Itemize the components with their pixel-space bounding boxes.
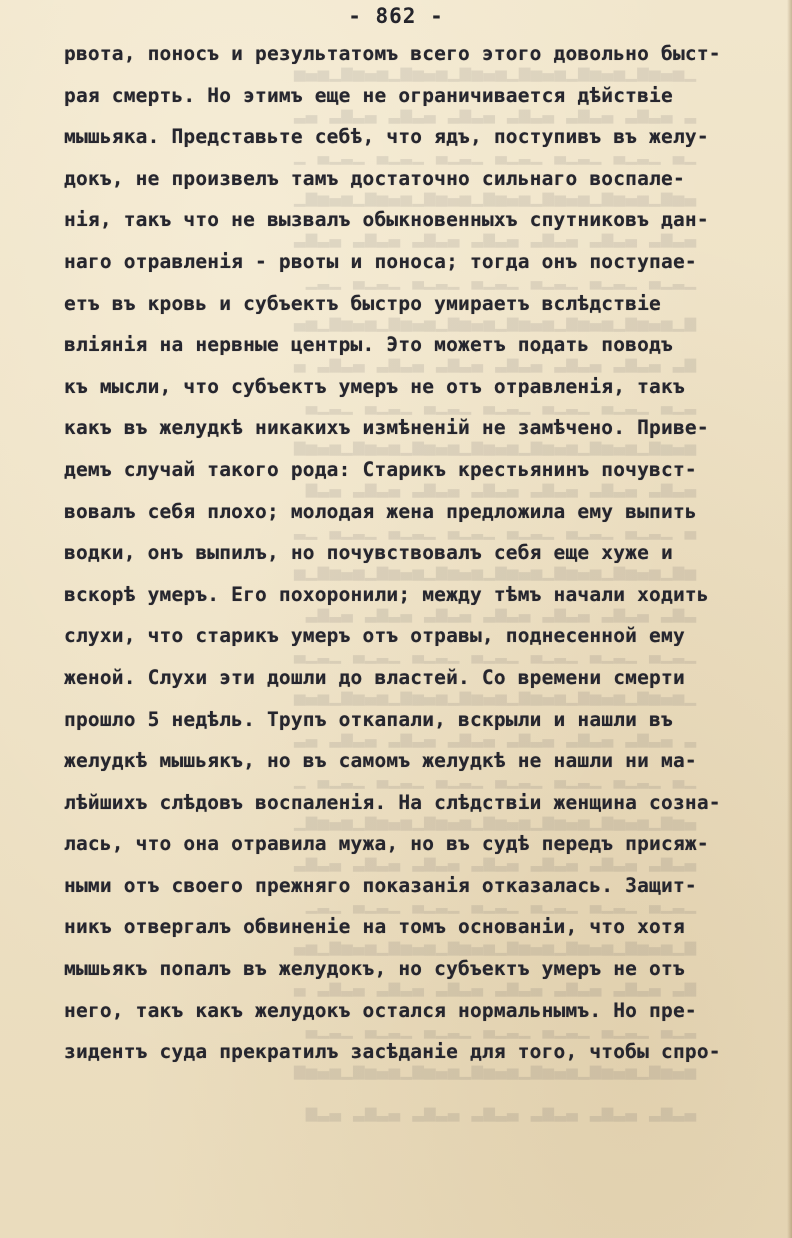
- text-line: слухи, что старикъ умеръ отъ отравы, поднесенной ему: [64, 624, 685, 648]
- page-number: - 862 -: [348, 4, 444, 28]
- show-through-stroke: ▁▂▁▃ ▁▂▁▃ ▁▂▁▃ ▁▂▁▃ ▁▂▁▃ ▁▂▁▃ ▁▂▁▃: [293, 642, 696, 665]
- show-through-stroke: ▃▂▅▂ ▃▂▅▂ ▃▂▅▂ ▃▂▅▂ ▃▂▅▂ ▃▂▅▂ ▃▂▅: [305, 476, 696, 498]
- show-through-stroke: ▂ ▃▂▅▂ ▃▂▅▂ ▃▂▅▂ ▃▂▅▂ ▃▂▅▂ ▃▂▅▂ ▃▂: [293, 101, 696, 124]
- text-line: наго отравленія - рвоты и поноса; тогда онъ поступае-: [64, 249, 697, 273]
- text-line: женой. Слухи эти дошли до властей. Со времени смерти: [64, 665, 685, 689]
- text-line: рая смерть. Но этимъ еще не ограничивается дѣйствіе: [64, 83, 673, 107]
- show-through-stroke: ▂▁▃ ▁▂▁▃ ▁▂▁▃ ▁▂▁▃ ▁▂▁▃ ▁▂▁▃ ▁▂▁▃: [305, 392, 696, 415]
- text-line: прошло 5 недѣль. Трупъ откапали, вскрыли и нашли въ: [64, 707, 673, 731]
- show-through-stroke: ▅▁▄▃▄▅▁▄▃▄▅▁▄▃▄▅▁▄▃▄▅▁▄▃▄▅▁▄▃▄▅▁▄▃: [293, 309, 696, 332]
- text-line: мышьяка. Представьте себѣ, что ядъ, поступивъ въ желу-: [64, 125, 709, 149]
- text-line: ными отъ своего прежняго показанія отказалась. Защит-: [64, 873, 697, 897]
- text-line: нія, такъ что не вызвалъ обыкновенныхъ спутниковъ дан-: [64, 208, 709, 232]
- text-line: къ мысли, что субъектъ умеръ не отъ отравленія, такъ: [64, 374, 685, 398]
- show-through-stroke: ▁▄▃▄▅▁▄▃▄▅▁▄▃▄▅▁▄▃▄▅▁▄▃▄▅▁▄▃▄▅▁▄▃▄: [293, 684, 696, 706]
- text-line: демъ случай такого рода: Старикъ крестьянинъ почувст-: [64, 457, 697, 481]
- text-line: етъ въ кровь и субъектъ быстро умираетъ вслѣдствіе: [64, 291, 661, 315]
- text-line: водки, онъ выпилъ, но почувствовалъ себя еще хуже и: [64, 541, 673, 565]
- text-line: лѣйшихъ слѣдовъ воспаленія. На слѣдствіи женщина созна-: [64, 790, 721, 814]
- show-through-stroke: ▃▂▅▂ ▃▂▅▂ ▃▂▅▂ ▃▂▅▂ ▃▂▅▂ ▃▂▅▂ ▃▂▅▂: [293, 226, 696, 249]
- show-through-stroke: ▄▃▄▅▁▄▃▄▅▁▄▃▄▅▁▄▃▄▅▁▄▃▄▅▁▄▃▄▅▁▄▃▄▅: [293, 1058, 696, 1081]
- typewritten-text-body: [64, 33, 764, 1073]
- show-through-stroke: ▃▂▅▂ ▃▂▅▂ ▃▂▅▂ ▃▂▅▂ ▃▂▅▂ ▃▂▅▂ ▃▂▅▂: [293, 850, 696, 873]
- show-through-stroke: ▅▂ ▃▂▅▂ ▃▂▅▂ ▃▂▅▂ ▃▂▅▂ ▃▂▅▂ ▃▂▅▂ ▃: [293, 351, 696, 374]
- text-line: докъ, не произвелъ тамъ достаточно сильнаго воспале-: [64, 166, 685, 190]
- text-line: вовалъ себя плохо; молодая жена предложила ему выпить: [64, 499, 697, 523]
- text-line: желудкѣ мышьякъ, но въ самомъ желудкѣ не нашли ни ма-: [64, 749, 697, 773]
- text-line: него, такъ какъ желудокъ остался нормальнымъ. Но пре-: [64, 998, 697, 1022]
- text-line: зидентъ суда прекратилъ засѣданіе для того, чтобы спро-: [64, 1040, 721, 1064]
- show-through-stroke: ▅▁▄▃▄▅▁▄▃▄▅▁▄▃▄▅▁▄▃▄▅▁▄▃▄▅▁▄▃▄▅▁▄▃: [293, 933, 696, 956]
- paper-edge-shadow: [787, 0, 792, 1238]
- text-line: вскорѣ умеръ. Его похоронили; между тѣмъ начали ходить: [64, 582, 709, 606]
- show-through-stroke: ▂ ▃▂▅▂ ▃▂▅▂ ▃▂▅▂ ▃▂▅▂ ▃▂▅▂ ▃▂▅▂ ▃▂: [293, 725, 696, 748]
- text-line: какъ въ желудкѣ никакихъ измѣненій не замѣчено. Приве-: [64, 416, 709, 440]
- show-through-stroke: ▃▄▅▁▄▃▄▅▁▄▃▄▅▁▄▃▄▅▁▄▃▄▅▁▄▃▄▅▁▄▃▄▅▁: [293, 184, 696, 207]
- show-through-stroke: ▁▃ ▁▂▁▃ ▁▂▁▃ ▁▂▁▃ ▁▂▁▃ ▁▂▁▃ ▁▂▁▃ ▁: [293, 143, 696, 166]
- text-line: никъ отвергалъ обвиненіе на томъ основаніи, что хотя: [64, 915, 685, 939]
- show-through-stroke: ▁▃ ▁▂▁▃ ▁▂▁▃ ▁▂▁▃ ▁▂▁▃ ▁▂▁▃ ▁▂▁▃ ▁: [293, 767, 696, 790]
- text-line: лась, что она отравила мужа, но въ судѣ передъ присяж-: [64, 832, 709, 856]
- show-through-stroke: ▃▂▅▂ ▃▂▅▂ ▃▂▅▂ ▃▂▅▂ ▃▂▅▂ ▃▂▅▂ ▃▂▅: [305, 1100, 696, 1122]
- text-line: мышьякъ попалъ въ желудокъ, но субъектъ умеръ не отъ: [64, 957, 685, 981]
- show-through-stroke: ▄▃▄▅▁▄▃▄▅▁▄▃▄▅▁▄▃▄▅▁▄▃▄▅▁▄▃▄▅▁▄▃▄▅: [293, 434, 696, 457]
- show-through-stroke: ▃ ▁▂▁▃ ▁▂▁▃ ▁▂▁▃ ▁▂▁▃ ▁▂▁▃ ▁▂▁▃ ▁▂: [293, 517, 696, 540]
- show-through-stroke: ▂▅▂ ▃▂▅▂ ▃▂▅▂ ▃▂▅▂ ▃▂▅▂ ▃▂▅▂ ▃▂▅▂: [305, 600, 696, 623]
- text-line: вліянія на нервные центры. Это можетъ подать поводъ: [64, 333, 673, 357]
- show-through-stroke: ▄▅▁▄▃▄▅▁▄▃▄▅▁▄▃▄▅▁▄▃▄▅▁▄▃▄▅▁▄▃▄▅▁▄: [293, 559, 696, 582]
- show-through-stroke: ▁▂▁▃ ▁▂▁▃ ▁▂▁▃ ▁▂▁▃ ▁▂▁▃ ▁▂▁▃ ▁▂▁: [305, 268, 696, 290]
- show-through-stroke: ▅▂ ▃▂▅▂ ▃▂▅▂ ▃▂▅▂ ▃▂▅▂ ▃▂▅▂ ▃▂▅▂ ▃: [293, 975, 696, 998]
- show-through-stroke: ▃▄▅▁▄▃▄▅▁▄▃▄▅▁▄▃▄▅▁▄▃▄▅▁▄▃▄▅▁▄▃▄▅▁: [293, 808, 696, 831]
- show-through-stroke: ▂▁▃ ▁▂▁▃ ▁▂▁▃ ▁▂▁▃ ▁▂▁▃ ▁▂▁▃ ▁▂▁▃: [305, 1016, 696, 1039]
- show-through-stroke: ▁▂▁▃ ▁▂▁▃ ▁▂▁▃ ▁▂▁▃ ▁▂▁▃ ▁▂▁▃ ▁▂▁: [305, 892, 696, 914]
- text-line: рвота, поносъ и результатомъ всего этого довольно быст-: [64, 42, 721, 65]
- show-through-stroke: ▁▄▃▄▅▁▄▃▄▅▁▄▃▄▅▁▄▃▄▅▁▄▃▄▅▁▄▃▄▅▁▄▃▄: [293, 60, 696, 82]
